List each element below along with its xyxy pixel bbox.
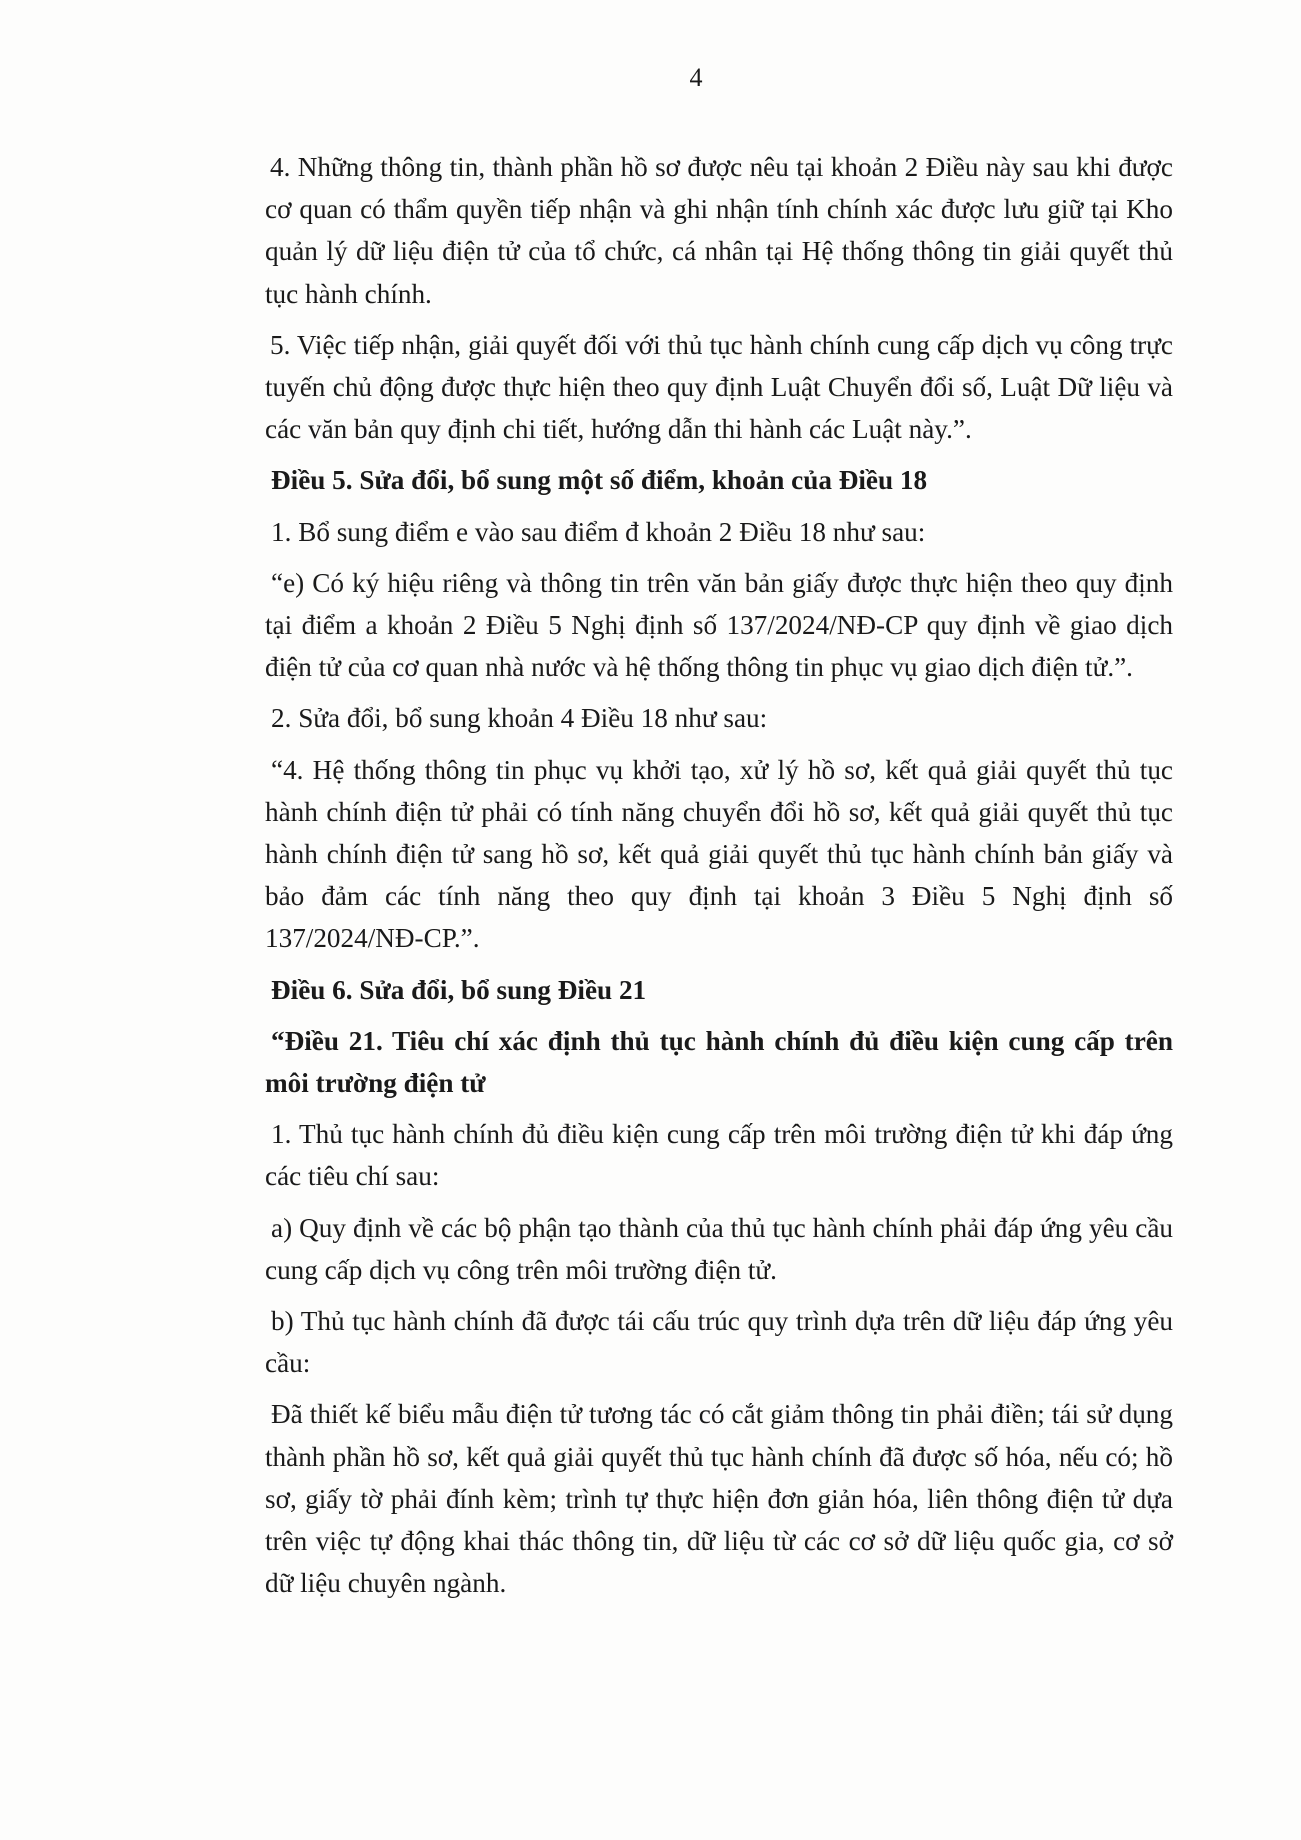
paragraph-clause-4-amended: “4. Hệ thống thông tin phục vụ khởi tạo, xử lý hồ sơ, kết quả giải quyết thủ tục hành chính điện tử phải có tính năng chuyển đổi hồ sơ, kết quả giải quyết thủ tục hành chính điện tử sang hồ sơ, kết quả giải quyết thủ tục hành chính bản giấy và bảo đảm các tính năng theo quy định tại khoản 3 Điều 5 Nghị định số 137/2024/NĐ-CP.”.: [265, 754, 1173, 954]
paragraph-point-b: b) Thủ tục hành chính đã được tái cấu trúc quy trình dựa trên dữ liệu đáp ứng yêu cầu:: [265, 1306, 1173, 1379]
paragraph-clause-5: 5. Việc tiếp nhận, giải quyết đối với thủ tục hành chính cung cấp dịch vụ công trực tuyến chủ động được thực hiện theo quy định Luật Chuyển đổi số, Luật Dữ liệu và các văn bản quy định chi tiết, hướng dẫn thi hành các Luật này.”.: [265, 329, 1173, 445]
article-5-heading: Điều 5. Sửa đổi, bổ sung một số điểm, khoản của Điều 18: [271, 465, 928, 496]
document-body: [265, 146, 1173, 1614]
paragraph-point-a: a) Quy định về các bộ phận tạo thành của thủ tục hành chính phải đáp ứng yêu cầu cung cấp dịch vụ công trên môi trường điện tử.: [265, 1212, 1173, 1285]
paragraph-point-e: “e) Có ký hiệu riêng và thông tin trên văn bản giấy được thực hiện theo quy định tại điểm a khoản 2 Điều 5 Nghị định số 137/2024/NĐ-CP quy định về giao dịch điện tử của cơ quan nhà nước và hệ thống thông tin phục vụ giao dịch điện tử.”.: [265, 567, 1173, 683]
page-number: 4: [689, 63, 703, 92]
article-6-heading: Điều 6. Sửa đổi, bổ sung Điều 21: [271, 974, 647, 1005]
paragraph-article-5-item-1: 1. Bổ sung điểm e vào sau điểm đ khoản 2 Điều 18 như sau:: [271, 516, 926, 547]
paragraph-article-5-item-2: 2. Sửa đổi, bổ sung khoản 4 Điều 18 như sau:: [271, 703, 768, 734]
article-21-heading: “Điều 21. Tiêu chí xác định thủ tục hành chính đủ điều kiện cung cấp trên môi trường điện tử: [265, 1025, 1173, 1099]
paragraph-requirements: Đã thiết kế biểu mẫu điện tử tương tác có cắt giảm thông tin phải điền; tái sử dụng thành phần hồ sơ, kết quả giải quyết thủ tục hành chính đã được số hóa, nếu có; hồ sơ, giấy tờ phải đính kèm; trình tự thực hiện đơn giản hóa, liên thông điện tử dựa trên việc tự động khai thác thông tin, dữ liệu từ các cơ sở dữ liệu quốc gia, cơ sở dữ liệu chuyên ngành.: [265, 1399, 1173, 1599]
paragraph-clause-4: 4. Những thông tin, thành phần hồ sơ được nêu tại khoản 2 Điều này sau khi được cơ quan có thẩm quyền tiếp nhận và ghi nhận tính chính xác được lưu giữ tại Kho quản lý dữ liệu điện tử của tổ chức, cá nhân tại Hệ thống thông tin giải quyết thủ tục hành chính.: [265, 152, 1173, 309]
paragraph-article-21-item-1: 1. Thủ tục hành chính đủ điều kiện cung cấp trên môi trường điện tử khi đáp ứng các tiêu chí sau:: [265, 1119, 1173, 1192]
